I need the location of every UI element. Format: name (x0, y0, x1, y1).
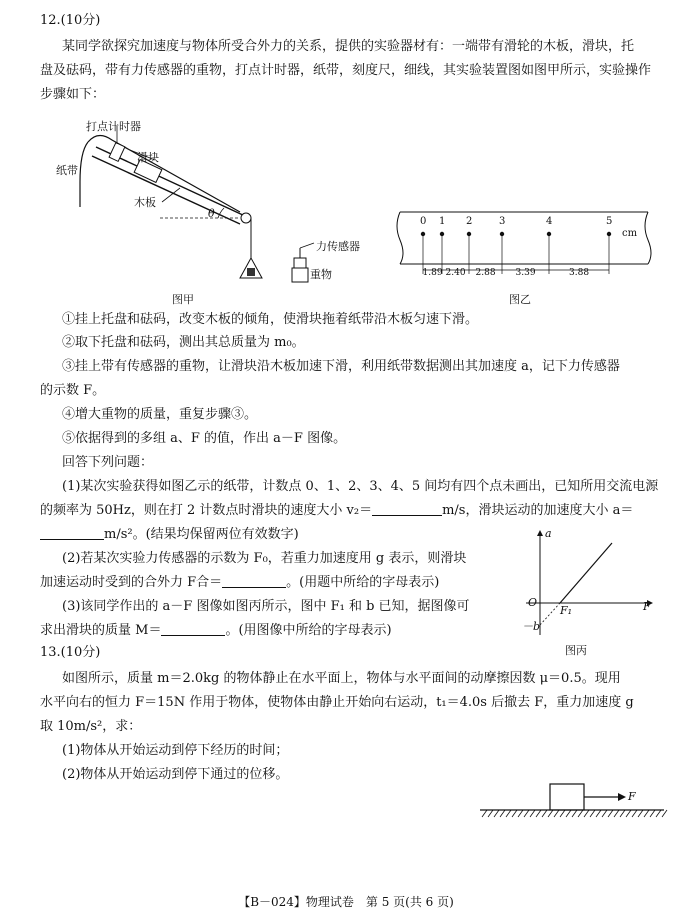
label-tape: 纸带 (56, 164, 78, 177)
force-label: F (628, 790, 636, 803)
tape-unit: cm (622, 228, 638, 239)
label-weight: 重物 (310, 268, 332, 281)
a-f-line (560, 543, 612, 603)
q12-intro-line-2: 盘及砝码，带有力传感器的重物，打点计时器，纸带，刻度尺，细线，其实验装置图如图甲所示，实验操作 (40, 63, 652, 78)
step-5: ⑤依据得到的多组 a、F 的值，作出 a－F 图像。 (62, 431, 347, 446)
tape-gap-1: 2.40 (445, 268, 466, 278)
graph-minus-b: －b (522, 620, 541, 633)
answer-blank-a[interactable] (40, 527, 104, 540)
answer-blank-force[interactable] (222, 575, 286, 588)
label-timer: 打点计时器 (86, 120, 141, 133)
step-2: ②取下托盘和砝码，测出其总质量为 m₀。 (62, 335, 305, 350)
mass-block-icon (550, 784, 584, 810)
answer-intro: 回答下列问题： (62, 455, 154, 470)
tape-point-label-5: 5 (606, 216, 613, 227)
answer-blank-mass[interactable] (161, 623, 225, 636)
graph-f1: F₁ (560, 604, 573, 617)
part2-line-1: (2)若某次实验力传感器的示数为 F₀，若重力加速度用 g 表示，则滑块 (62, 551, 467, 566)
tape-gap-2: 2.88 (475, 268, 496, 278)
q12-heading: 12.(10分) (40, 13, 101, 28)
tape-point-label-0: 0 (420, 216, 427, 227)
q13-line-3: 取 10m/s²，求： (40, 719, 142, 734)
q13-line-1: 如图所示，质量 m＝2.0kg 的物体静止在水平面上，物体与水平面间的动摩擦因数 μ＝0.5。现用 (62, 671, 621, 686)
tape-point-label-4: 4 (546, 216, 553, 227)
weight-icon (292, 268, 308, 282)
graph-origin: O (528, 596, 538, 609)
pulley-icon (241, 213, 251, 223)
q13-heading: 13.(10分) (40, 645, 101, 660)
step-4: ④增大重物的质量，重复步骤③。 (62, 407, 258, 422)
board-bottom (92, 156, 240, 224)
caption-bing: 图丙 (565, 644, 587, 657)
tape-gap-4: 3.88 (569, 268, 590, 278)
graph-ylabel: a (545, 527, 552, 540)
extension-dashed (540, 603, 560, 625)
graph-xlabel: F (643, 600, 651, 613)
q12-intro-line-1: 某同学欲探究加速度与物体所受合外力的关系，提供的实验器材有：一端带有滑轮的木板，滑块，托 (62, 39, 635, 54)
label-sensor: 力传感器 (316, 240, 360, 253)
step-3-cont: 的示数 F。 (40, 383, 106, 398)
caption-yi: 图乙 (509, 293, 531, 306)
tape-point-label-2: 2 (466, 216, 473, 227)
tape-gap-3: 3.39 (515, 268, 536, 278)
page-footer: 【B－024】物理试卷 第 5 页(共 6 页) (238, 895, 454, 909)
step-1: ①挂上托盘和砝码，改变木板的倾角，使滑块拖着纸带沿木板匀速下滑。 (62, 312, 479, 327)
figure-jia-apparatus (40, 112, 340, 307)
figure-q13-block (478, 782, 668, 822)
label-theta: θ (208, 207, 215, 220)
tape-gap-0: 1.89 (422, 268, 443, 278)
label-block: 滑块 (137, 151, 159, 164)
part3-line-2: 求出滑块的质量 M＝ 。(用图像中所给的字母表示) (40, 623, 392, 638)
q13-line-2: 水平向右的恒力 F＝15N 作用于物体，使物体由静止开始向右运动，t₁＝4.0s 后撤去 F，重力加速度 g (40, 695, 634, 710)
caption-jia: 图甲 (172, 293, 194, 306)
step-3: ③挂上带有传感器的重物，让滑块沿木板加速下滑，利用纸带数据测出其加速度 a，记下力传感器 (62, 359, 620, 374)
part1-line-2: 的频率为 50Hz，则在打 2 计数点时滑块的速度大小 v₂＝ m/s，滑块运动的加速度大小 a＝ (40, 503, 634, 518)
sensor-icon (294, 258, 306, 268)
tape-point-label-3: 3 (499, 216, 506, 227)
part2-line-2: 加速运动时受到的合外力 F合＝ 。(用题中所给的字母表示) (40, 575, 440, 590)
q13-sub-1: (1)物体从开始运动到停下经历的时间； (62, 743, 289, 758)
part3-line-1: (3)该同学作出的 a－F 图像如图丙所示，图中 F₁ 和 b 已知，据图像可 (62, 599, 470, 614)
answer-blank-v2[interactable] (372, 503, 442, 516)
q13-sub-2: (2)物体从开始运动到停下通过的位移。 (62, 767, 289, 782)
q12-intro-line-3: 步骤如下： (40, 87, 106, 102)
part1-line-1: (1)某次实验获得如图乙示的纸带，计数点 0、1、2、3、4、5 间均有四个点未画出，已知所用交流电源 (62, 479, 659, 494)
part1-line-3: m/s²。(结果均保留两位有效数字) (40, 526, 299, 544)
label-board: 木板 (134, 196, 156, 209)
tape-point-label-1: 1 (439, 216, 446, 227)
